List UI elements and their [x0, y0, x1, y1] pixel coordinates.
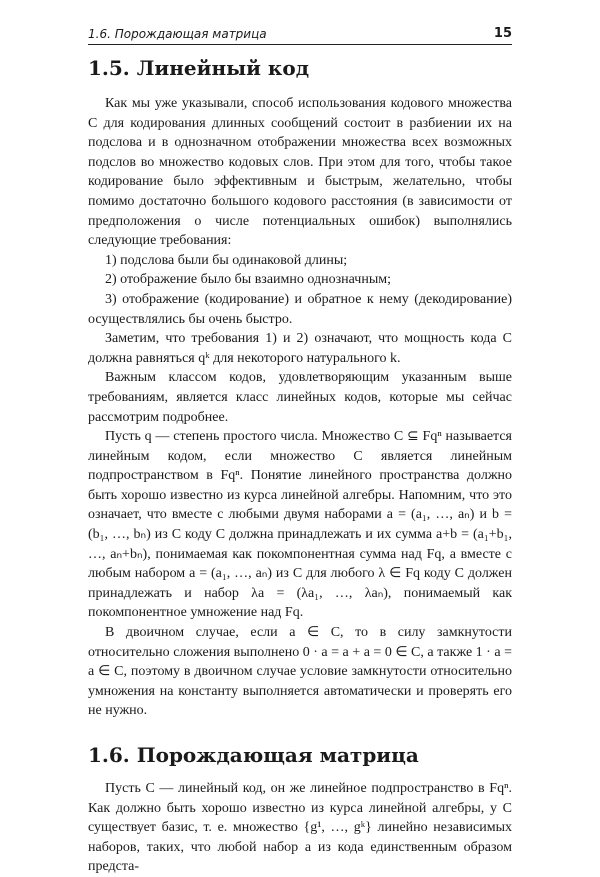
running-head-title: 1.6. Порождающая матрица: [88, 27, 267, 41]
list-item: 3) отображение (кодирование) и обратное к нему (декодирование) осуществлялись бы очень быстро.: [88, 291, 512, 327]
paragraph: Важным классом кодов, удовлетворяющим указанным выше требованиям, является класс линейных кодов, которые мы сейчас рассмотрим подробнее.: [88, 370, 512, 425]
list-item: 2) отображение было бы взаимно однозначным;: [105, 272, 391, 288]
page-number: 15: [493, 26, 512, 41]
paragraph: Как мы уже указывали, способ использования кодового множества C для кодирования длинных сообщений состоит в разбиении их на подслова и в однозначном отображении множества всех возможных подслов во множество кодовых слов. При этом для того, чтобы такое кодирование было эффективным и быстрым, желательно, чтобы помимо достаточно большого кодового расстояния (в зависимости от предположения о числе потенциальных ошибок) выполнялись следующие требования:: [88, 96, 512, 249]
paragraph: В двоичном случае, если a ∈ C, то в силу замкнутости относительно сложения выполнено 0 · a = a + a = 0 ∈ C, а также 1 · a = a ∈ C, поэтому в двоичном случае условие замкнутости относительно умножения на константу выполняется автоматически и проверять его не нужно.: [88, 625, 512, 719]
paragraph: Пусть q — степень простого числа. Множество C ⊆ Fqⁿ называется линейным кодом, если множество C является линейным подпространством в Fqⁿ. Понятие линейного пространства должно быть хорошо известно из курса линейной алгебры. Напомним, что это означает, что вместе с любыми двумя наборами a = (a₁, …, aₙ) и b = (b₁, …, bₙ) из C коду C должна принадлежать и их сумма a+b = (a₁+b₁, …, aₙ+bₙ), понимаемая как покомпонентная сумма над Fq, а вместе с любым набором a = (a₁, …, aₙ) из C для любого λ ∈ Fq коду C должен принадлежать и набор λa = (λa₁, …, λaₙ), понимаемый как покомпонентное умножение над Fq.: [88, 429, 512, 621]
list-item: 1) подслова были бы одинаковой длины;: [105, 252, 348, 268]
section-heading-generator-matrix: 1.6. Порождающая матрица: [88, 743, 419, 767]
paragraph: Заметим, что требования 1) и 2) означают, что мощность кода C должна равняться qᵏ для некоторого натурального k.: [88, 331, 512, 366]
section-heading-linear-code: 1.5. Линейный код: [88, 56, 310, 80]
running-head: [88, 26, 512, 45]
page-body: [88, 48, 512, 877]
paragraph: Пусть C — линейный код, он же линейное подпространство в Fqⁿ. Как должно быть хорошо известно из курса линейной алгебры, у C существует базис, т. е. множество {g¹, …, gᵏ} линейно независимых наборов, таких, что любой набор a из кода единственным образом предста-: [88, 781, 512, 875]
